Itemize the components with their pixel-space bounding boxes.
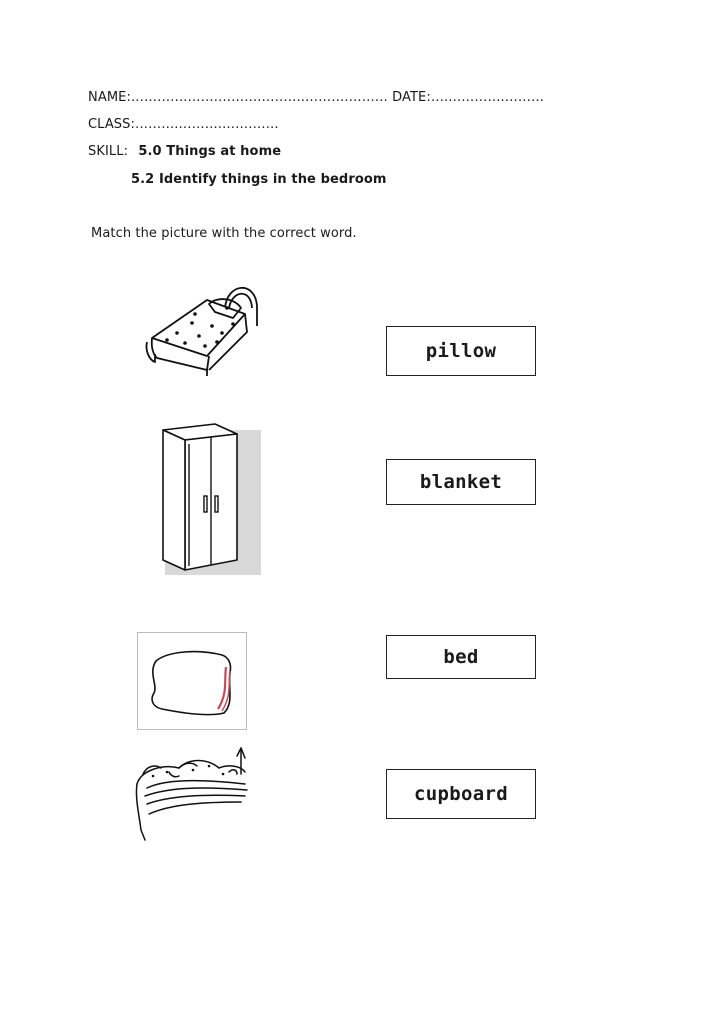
word-box-bed: [386, 635, 536, 679]
class-line: CLASS:……….……….……….…: [88, 117, 279, 132]
bed-icon: [137, 278, 267, 378]
word-pillow: pillow: [425, 340, 497, 362]
blanket-icon: [133, 744, 258, 844]
word-bed: bed: [443, 646, 479, 668]
word-blanket: blanket: [419, 471, 503, 493]
skill-main: 5.0 Things at home: [138, 144, 282, 159]
cupboard-icon: [155, 420, 265, 580]
skill-label: SKILL:: [88, 144, 129, 159]
name-date-line: NAME:……….……….……….……….……….……… DATE:…….……….………: [88, 90, 545, 105]
word-box-pillow: [386, 326, 536, 376]
word-box-blanket: [386, 459, 536, 505]
skill-sub: 5.2 Identify things in the bedroom: [131, 172, 387, 187]
pillow-picture: [137, 632, 247, 730]
skill-line: [88, 144, 281, 159]
instruction: Match the picture with the correct word.: [91, 226, 357, 241]
word-cupboard: cupboard: [414, 783, 508, 805]
pillow-icon: [138, 633, 246, 729]
word-box-cupboard: [386, 769, 536, 819]
